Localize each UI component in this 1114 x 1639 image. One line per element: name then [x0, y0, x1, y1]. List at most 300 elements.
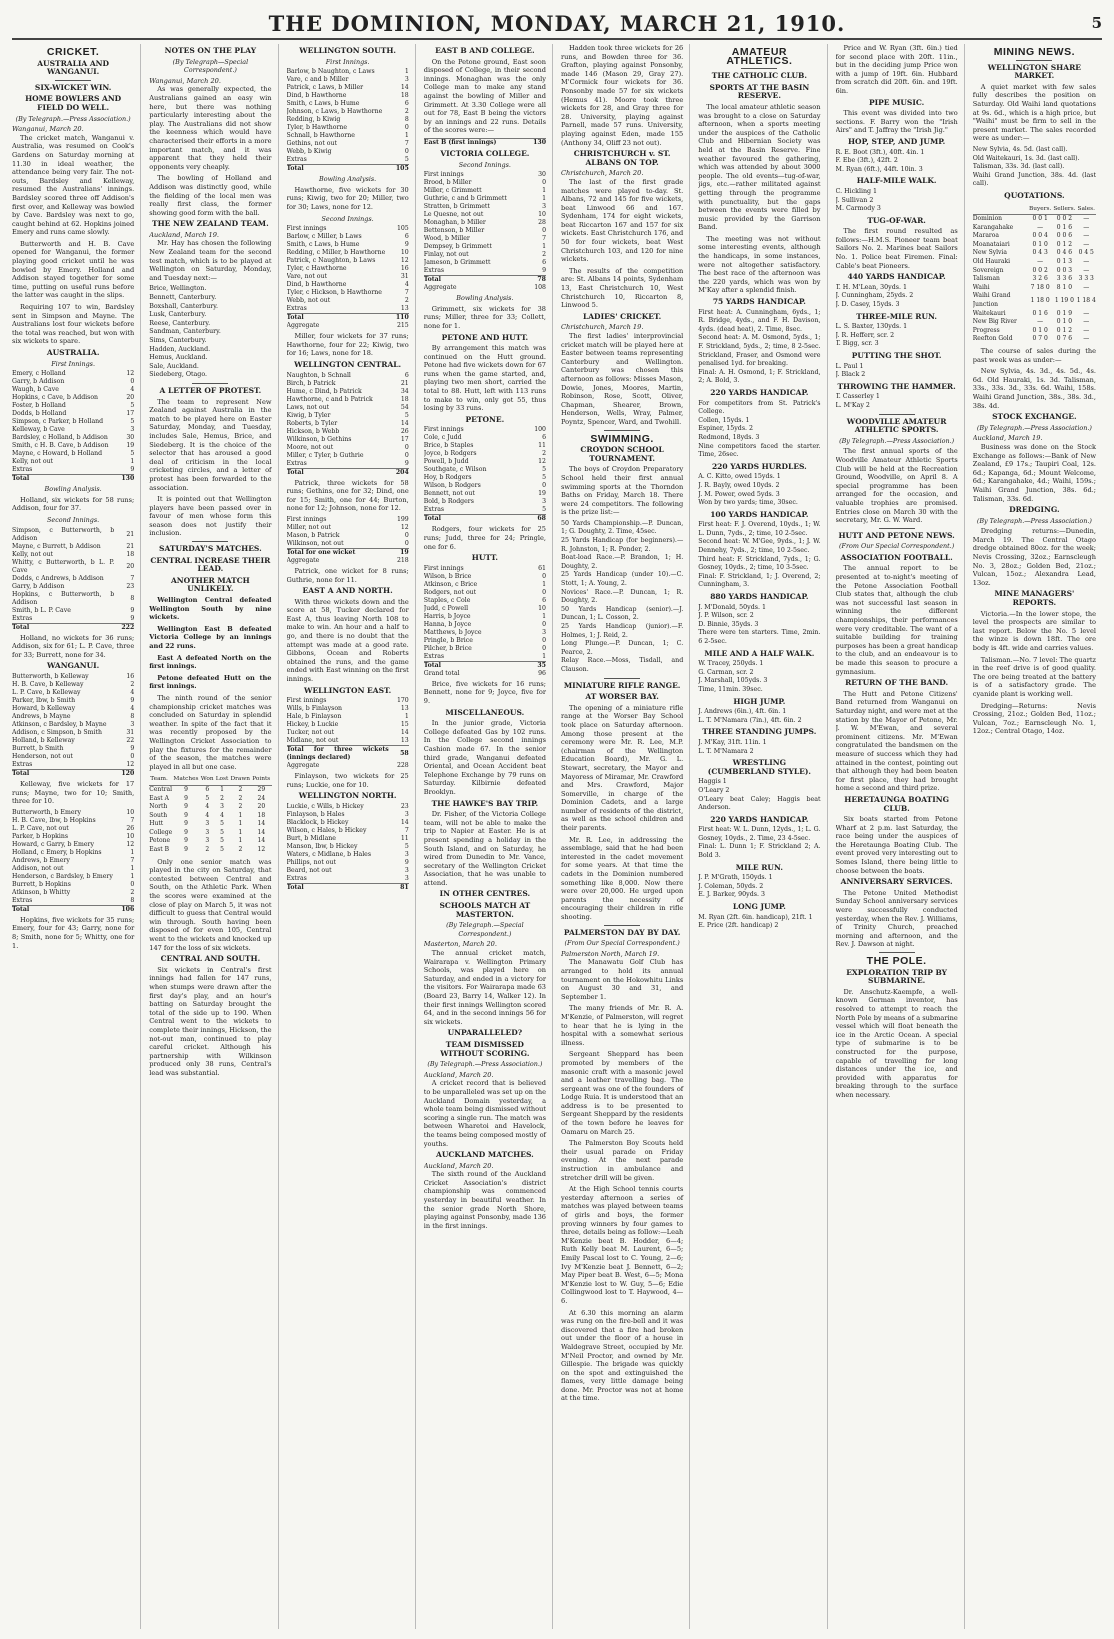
- runs: 13: [400, 737, 409, 745]
- masthead: [12, 8, 1102, 40]
- bowling-analysis: Hopkins, five wickets for 35 runs; Emery, four for 43; Garry, none for 8; Smith, none for 5; Whitty, one for 1.: [12, 915, 135, 950]
- batsman-name: L. P. Cave, b Kelleway: [12, 688, 81, 696]
- batsman-name: Total: [423, 276, 441, 284]
- batsman-name: Finlayson, b Hales: [286, 811, 345, 818]
- table-cell: 1: [238, 837, 243, 845]
- batsman-name: Bold, b Rodgers: [423, 498, 474, 506]
- score-row: [12, 697, 134, 705]
- batsman-name: Total: [12, 475, 30, 483]
- list-item: 25 Yards Handicap (for beginners).—R. Johnston, 1; R. Ponder, 2.: [561, 537, 684, 553]
- runs: 7: [130, 856, 135, 864]
- batsman-name: Patrick, c Laws, b Miller: [286, 84, 364, 92]
- runs: 4: [130, 688, 135, 696]
- article-subheading: SCHOOLS MATCH AT MASTERTON.: [439, 901, 531, 919]
- article-paragraph: The annual report to be presented at to-night's meeting of the Petone Association Football Club states that, although the club was not successful last season in winning the different championships, their performances were very creditable. The want of a suitable building for training purposes has been a great handicap to the club, and an endeavour is to be made this season to procure a gymnasium.: [835, 564, 958, 676]
- batsman-name: Bardsley, c Holland, b Addison: [12, 434, 108, 442]
- runs: 8: [130, 594, 135, 602]
- table-cell: 0 0 2: [1032, 266, 1048, 274]
- batsman-name: Total: [12, 623, 30, 631]
- batsman-name: Extras: [12, 466, 33, 474]
- list-item: L. Paul 1: [835, 362, 864, 370]
- column-6: [698, 44, 827, 1629]
- list-item: Final: A. H. Osmond, 1; F. Strickland, 2; A. Bold, 3.: [698, 368, 821, 385]
- article-subheading: ANNIVERSARY SERVICES.: [840, 877, 953, 887]
- runs: 0: [542, 179, 546, 187]
- batsman-name: Le Quesne, not out: [423, 211, 484, 219]
- batsman-name: Total: [286, 468, 304, 476]
- table-cell: —: [1083, 283, 1090, 291]
- runs: 10: [126, 808, 135, 816]
- runs: 1: [130, 848, 135, 856]
- score-total-row: [287, 165, 409, 174]
- list-item: L. M'Kay 2: [835, 401, 870, 409]
- right-article: [836, 44, 958, 1100]
- score-row: [424, 474, 546, 482]
- list-item: Boat-load Race.—P. Brandon, 1; H. Doughty, 2.: [561, 554, 684, 570]
- bowling-analysis: Rodgers, four wickets for 25 runs; Judd, three for 24; Pringle, one for 6.: [423, 525, 546, 551]
- event-heading: LONG JUMP.: [732, 902, 786, 912]
- results-list: [698, 604, 820, 647]
- table-cell: 0 0 2: [1056, 215, 1073, 223]
- results-list: [698, 521, 820, 590]
- table-cell: —: [1083, 258, 1090, 266]
- runs: 0: [542, 620, 546, 628]
- runs: 21: [400, 379, 409, 387]
- list-item: L. S. Baxter, 130yds. 1: [835, 323, 908, 331]
- score-row: [12, 809, 134, 817]
- column-header: Points: [251, 774, 271, 785]
- list-item: Won by two yards; time, 30sec.: [698, 499, 798, 507]
- batsman-name: Stratten, b Grimmett: [423, 203, 490, 211]
- list-item: 50 Yards Handicap (senior).—J. Duncan, 1; L. Cosson, 2.: [561, 605, 684, 622]
- article-heading: THE NEW ZEALAND TEAM.: [152, 219, 269, 229]
- batsman-name: First innings: [286, 515, 327, 523]
- team-heading: WELLINGTON CENTRAL.: [294, 359, 402, 369]
- newspaper-title: THE DOMINION, MONDAY, MARCH 21, 1910.: [268, 10, 846, 36]
- table-cell: 1: [238, 828, 243, 836]
- runs: 81: [400, 884, 409, 891]
- event-heading: THREE-MILE RUN.: [856, 311, 937, 321]
- list-item: For competitors from St. Patrick's College.: [698, 399, 821, 416]
- batsman-name: Finlay, not out: [423, 251, 469, 259]
- batsman-name: Luckie, c Wills, b Hickey: [286, 803, 364, 810]
- bowling-label: Bowling Analysis.: [319, 175, 377, 184]
- bowling-analysis: Patrick, three wickets for 58 runs; Gethins, one for 32; Dind, one for 15; Smith, one for 44; Burton, none for 12; Johnson, none for 12.: [286, 478, 409, 513]
- score-row: [424, 506, 546, 515]
- runs: 120: [121, 769, 135, 777]
- score-row: [12, 745, 134, 753]
- score-row: [287, 460, 409, 469]
- batsman-name: Parker, b Hopkins: [12, 832, 69, 840]
- runs: 0: [542, 572, 546, 580]
- batsman-name: Tucker, not out: [286, 729, 335, 737]
- runs: 13: [400, 705, 409, 713]
- score-row: [12, 729, 134, 737]
- table-cell: New Big River: [972, 318, 1017, 326]
- batsman-name: Total: [423, 515, 441, 523]
- article-subheading: ANOTHER MATCH UNLIKELY.: [170, 575, 250, 594]
- list-item: D. Binnie, 35yds. 3: [698, 620, 759, 628]
- runs: 14: [400, 84, 409, 92]
- list-item: Redmond, 18yds. 3: [698, 433, 760, 441]
- table-cell: —: [1083, 266, 1090, 274]
- bowling-label: Bowling Analysis.: [456, 294, 514, 303]
- innings-label: Second Innings.: [458, 160, 511, 169]
- runs: 12: [400, 523, 409, 531]
- list-item: J. M. Power, owed 5yds. 3: [698, 490, 780, 498]
- batsman-name: Hopkins, c Butterworth, b Addison: [12, 590, 115, 606]
- batsman-name: Patrick, c Naughton, b Laws: [286, 257, 376, 265]
- score-row: [424, 219, 546, 227]
- table-cell: 4: [220, 811, 224, 819]
- article-paragraph: Mr. Hay has chosen the following New Zealand team for the second test match, which is to be played at Wellington on Saturday, Monday, and Tuesday next:—: [149, 239, 272, 282]
- team-heading: WELLINGTON SOUTH.: [299, 46, 397, 55]
- score-row: [424, 227, 546, 235]
- score-row: [12, 761, 134, 770]
- batsman-name: Burrett, b Hopkins: [12, 880, 71, 888]
- table-cell: Old Hauraki: [972, 258, 1011, 266]
- results-list: [698, 660, 820, 694]
- byline: (From Our Special Correspondent.): [564, 939, 680, 948]
- article-paragraph: The Petone United Methodist Sunday School anniversary services were successfully conducted yesterday, when the Rev. J. Williams, of Trinity Church, preached morning and afternoon, and the Rev. J. Dawson at night.: [835, 888, 958, 949]
- table-cell: 2: [238, 846, 243, 854]
- result-summary: Wellington East B defeated Victoria College by an innings and 22 runs.: [149, 624, 272, 650]
- article-paragraph: The sixth round of the Auckland Cricket Association's district championship was commenced yesterday in beautiful weather. In the senior grade North Shore, playing against Ponsonby, made 136 in the first innings.: [423, 1170, 546, 1230]
- article-heading: MISCELLANEOUS.: [445, 707, 525, 717]
- divider: [741, 68, 777, 69]
- batsman-name: Smith, c Laws, b Hume: [286, 100, 360, 108]
- table-cell: 3: [220, 803, 224, 811]
- batsman-name: Grand total: [423, 669, 460, 677]
- table-row: [973, 275, 1096, 284]
- runs: 28: [538, 219, 546, 227]
- list-item: T. H. M'Lean, 30yds. 1: [835, 283, 908, 291]
- score-row: [12, 737, 134, 745]
- runs: 1: [130, 864, 135, 872]
- article-paragraph: Sergeant Sheppard has been promoted by members of the masonic craft with a masonic jewel and a leather travelling bag. The sergeant was one of the founders of Lodge Ruia. It is understood that an address is to be presented to Sergeant Sheppard by the residents of the town before he leaves for Oamaru on March 25.: [561, 1050, 684, 1136]
- list-item: J. P. Wilson, scr. 2: [698, 612, 754, 620]
- score-row: [287, 372, 409, 380]
- event-heading: 100 YARDS HANDICAP.: [710, 509, 809, 519]
- score-row: [287, 76, 409, 84]
- article-paragraph: Only one senior match was played in the city on Saturday, that contested between Central and South, on the Athletic Park. When the scores were examined at the close of play on March 5, it was not difficult to guess that Central would win through. South having been disposed of for even 105, Central went to the wickets and knocked up 147 for the loss of six wickets.: [149, 857, 272, 952]
- list-item: E. J. Barker, 90yds. 3: [698, 891, 765, 899]
- runs: 9: [404, 241, 409, 249]
- table-cell: 0 0 3: [1056, 266, 1073, 274]
- table-cell: —: [1083, 215, 1090, 223]
- batsman-name: Miller, c Tyler, b Guthrie: [286, 451, 364, 459]
- runs: 16: [400, 265, 409, 273]
- table-row: [973, 258, 1096, 267]
- table-cell: 1 19 0: [1054, 296, 1074, 304]
- batsman-name: Henderson, not out: [12, 752, 73, 760]
- score-row: [424, 243, 546, 251]
- runs: 3: [542, 628, 546, 636]
- table-cell: 0 0 4: [1032, 232, 1048, 240]
- article-paragraph: The cricket match, Wanganui v. Australia, was resumed on Cook's Gardens on Saturday morning at 11.30 in ideal weather, the attendance being very fair. The not-outs, Bardsley and Kelleway, resumed the Australians' innings. Bardsley scored three off Addison's first over, and Kelleway was bowled by Cave. Bardsley was next to go, caught behind at 62. Hopkins joined Emery and runs came slowly.: [12, 133, 135, 237]
- table-cell: 9: [184, 811, 188, 819]
- score-total-row: [424, 661, 546, 670]
- runs: 2: [404, 108, 409, 116]
- runs: 34: [400, 387, 409, 395]
- batsman-name: Wood, b Miller: [423, 235, 470, 243]
- score-row: [424, 605, 546, 613]
- runs: 3: [404, 76, 409, 84]
- column-header: Buyers.: [1028, 204, 1052, 215]
- article-heading: CROYDON SCHOOL TOURNAMENT.: [580, 445, 664, 463]
- list-item: J. R. Hefferr, scr. 2: [835, 331, 895, 339]
- batsman-name: Manson, lbw, b Hickey: [286, 843, 358, 850]
- list-item: Nine competitors faced the starter. Time, 26sec.: [698, 442, 821, 459]
- score-row: [424, 621, 546, 629]
- event-heading: 220 YARDS HANDICAP.: [710, 387, 809, 397]
- results-list: [836, 393, 958, 410]
- dateline: Wanganui, March 20.: [12, 125, 84, 134]
- scorecard: [12, 370, 134, 483]
- batsman-name: Mayne, c Burrett, b Addison: [12, 542, 101, 550]
- runs: 10: [538, 604, 546, 612]
- batsman-name: Holland, b Kelleway: [12, 736, 75, 744]
- batsman-name: Wilkinson, b Gethins: [286, 435, 352, 443]
- scorecard: [424, 426, 546, 523]
- article-heading: CENTRAL AND SOUTH.: [160, 954, 261, 964]
- bowling-analysis: Holland, no wickets for 36 runs; Addison, six for 61; L. P. Cave, three for 33; Burrett, none for 34.: [12, 633, 135, 659]
- article-subheading: EXPLORATION TRIP BY SUBMARINE.: [846, 967, 948, 986]
- list-item: J. D. Casey, 15yds. 3: [835, 301, 900, 309]
- score-row: [12, 713, 134, 721]
- runs: 6: [404, 100, 409, 108]
- batsman-name: Garry, b Addison: [12, 378, 65, 386]
- runs: 0: [130, 880, 135, 888]
- article-paragraph: The course of sales during the past week was as under:—: [972, 347, 1096, 364]
- table-cell: 2: [238, 794, 243, 802]
- runs: 3: [404, 867, 409, 874]
- list-item: A. C. Kitto, owed 15yds. 1: [698, 473, 781, 481]
- event-heading: 440 YARDS HANDICAP.: [847, 272, 946, 282]
- list-item: Time, 11min. 39sec.: [698, 685, 763, 693]
- batsman-name: Foster, b Holland: [12, 402, 66, 410]
- runs: 9: [130, 696, 135, 704]
- batsman-name: Extras: [286, 875, 307, 882]
- runs: 30: [538, 171, 546, 179]
- list-item: M. Carmody 3: [835, 205, 881, 213]
- article-heading: QUOTATIONS.: [1004, 190, 1065, 200]
- article-heading: MINIATURE RIFLE RANGE.: [563, 680, 681, 690]
- scores-article: [287, 47, 409, 892]
- batsman-name: Pilcher, b Brice: [423, 644, 472, 652]
- score-row: [424, 645, 546, 653]
- score-row: [12, 849, 134, 857]
- article-paragraph: The opening of a miniature rifle range at the Worser Bay School took place on Saturday afternoon. Among those present at the ceremony were Mr. R. Lee, M.P. (chairman of the Wellington Education Board), Mr. G. L. Stewart, secretary, the Mayor and Mayoress of Miramar, Mr. Crawford and Mrs. Crawford, Major Somerville, in charge of the Dominion Cadets, and a large number of residents of the district, as well as the school children and their parents.: [561, 703, 684, 833]
- byline: (By Telegraph.—Press Association.): [976, 516, 1092, 525]
- batsman-name: Barlow, b Naughton, c Laws: [286, 68, 375, 76]
- bowling-analysis: Brice, five wickets for 16 runs; Bennett, none for 9; Joyce, five for 9.: [423, 679, 546, 705]
- table-cell: 0 1 3: [1056, 258, 1073, 266]
- scorecard: [287, 225, 409, 330]
- runs: 0: [404, 531, 409, 539]
- batsman-name: Smith, c Laws, b Hume: [286, 241, 360, 249]
- runs: 1: [542, 195, 546, 203]
- article-paragraph: Business was done on the Stock Exchange as follows:—Bank of New Zealand, £9 17s.; Taupiri Coal, 12s. 6d.; Kapanga, 6d.; Mount Welcome, 6d.; Karangahake, 4d.; Waihi, 159s.; Waihi Grand Junction, 38s. 6d.; Talisman, 33s. 6d.: [972, 442, 1096, 503]
- score-row: [287, 721, 409, 729]
- article-paragraph: Mr. R. Lee, in addressing the assemblage, said that he had been interested in the cadet movement for some years. At that time the cadets in the Dominion numbered something like 8,000. Now there were over 20,000. He urged upon parents the necessity of encouraging their children in rifle shooting.: [561, 835, 684, 921]
- list-item: J. Marshall, 105yds. 3: [698, 677, 768, 685]
- score-row: [12, 551, 134, 559]
- list-item: O'Leary 2: [698, 786, 730, 794]
- table-cell: New Sylvia: [972, 249, 1007, 257]
- score-row: [424, 482, 546, 490]
- batsman-name: Emery, c Holland: [12, 370, 66, 378]
- runs: 215: [396, 322, 409, 330]
- table-cell: 3 3 6: [1056, 275, 1073, 283]
- article-paragraph: With three wickets down and the score at 58, Tucker declared for East A, thus leaving North 108 to make to win. An hour and a half to go, and there is no doubt that the attempt was made at a good rate. Gibbons, Ocean and Roberts obtained the runs, and the game ended with East winning on the first innings.: [286, 597, 409, 684]
- article-paragraph: It is pointed out that Wellington players have been passed over in favour of men whose form this season does not justify their inclusion.: [149, 495, 272, 538]
- dateline: Palmerston North, March 19.: [561, 949, 660, 958]
- event-heading: HIGH JUMP.: [733, 696, 786, 706]
- table-cell: 12: [257, 846, 266, 854]
- batsman-name: Judd, c Powell: [423, 604, 469, 612]
- runs: 78: [537, 276, 546, 284]
- column-header: Drawn: [229, 774, 251, 785]
- table-cell: 2: [205, 846, 210, 854]
- score-row: [287, 68, 409, 76]
- dateline: Christchurch, March 20.: [561, 169, 644, 178]
- scorecard: [424, 565, 546, 678]
- runs: 23: [400, 803, 409, 810]
- table-cell: 3: [205, 837, 210, 845]
- table-cell: Central: [149, 785, 173, 793]
- batsman-name: Kelly, not out: [12, 550, 54, 558]
- score-row: [287, 867, 409, 875]
- score-row: [424, 179, 546, 187]
- score-total-row: [287, 314, 409, 323]
- article-paragraph: The team to represent New Zealand against Australia in the match to be played here on Easter Saturday, Monday, and Tuesday, includes Sale, Hemus, Brice, and Siedeberg. It is the choice of the selector that has aroused a good deal of criticism in the local cricketing circles, and a letter of protest has been forwarded to the association.: [149, 397, 272, 492]
- result-summary: Petone defeated Hutt on the first innings.: [149, 673, 272, 691]
- innings-label: Second Innings.: [321, 214, 374, 223]
- score-row: [287, 851, 409, 859]
- article-paragraph: Hadden took three wickets for 26 runs, and Bowden three for 36. Grafton, playing against Ponsonby, made 146 (Mason 29, Gray 27). M'Cormick four wickets for 36. Ponsonby made 57 for six wickets (Hemus 41). Moore took three wickets for 28, and Gray three for 28. University, playing against Parnell, made 57 runs. University, playing against Eden, made 155 (Anthony 34, Oliff 23 not out).: [561, 44, 684, 147]
- byline: (By Telegraph.—Press Association.): [427, 1060, 543, 1069]
- article-subheading: RETURN OF THE BAND.: [845, 678, 949, 688]
- list-item: Hadden, Auckland.: [149, 345, 211, 353]
- runs: 3: [542, 498, 546, 506]
- score-row: [12, 689, 134, 697]
- score-row: [287, 305, 409, 314]
- score-row: [12, 394, 134, 402]
- batsman-name: Total: [12, 905, 30, 913]
- score-row: [12, 418, 134, 426]
- article-paragraph: The boys of Croydon Preparatory School held their first annual swimming sports at the Thorndon Baths on Friday, March 18. There were 24 competitors. The following is the prize list:—: [561, 465, 684, 517]
- table-row: [973, 215, 1096, 224]
- runs: 0: [542, 644, 546, 652]
- mining-article: [973, 48, 1096, 736]
- score-row: [287, 803, 409, 811]
- list-item: Haggis 1: [698, 778, 727, 786]
- score-row: [287, 265, 409, 273]
- runs: 22: [126, 736, 135, 744]
- list-item: Sims, Canterbury.: [149, 337, 207, 344]
- batsman-name: Schnall, b Hawthorne: [286, 132, 355, 140]
- article-subheading: CENTRAL INCREASE THEIR LEAD.: [150, 555, 271, 574]
- table-row: [973, 224, 1096, 233]
- article-paragraph: Butterworth and H. B. Cave opened for Wanganui, the former playing good cricket until he was bowled by Emery. Holland and Addison stayed together for some time, putting on useful runs before the latter was caught in the slips.: [12, 239, 135, 300]
- table-cell: 2: [220, 794, 224, 802]
- score-row: [287, 241, 409, 249]
- column-8: [973, 44, 1102, 1629]
- runs: 11: [400, 835, 409, 842]
- batsman-name: Atkinson, c Bardsley, b Mayne: [12, 720, 107, 728]
- batsman-name: Extras: [12, 896, 33, 904]
- divider: [604, 678, 640, 679]
- score-row: [287, 859, 409, 867]
- team-list: [149, 285, 271, 380]
- score-row: [287, 540, 409, 549]
- notes-article: [149, 47, 271, 1078]
- batsman-name: Laws, not out: [286, 403, 330, 411]
- table-cell: North: [149, 803, 168, 811]
- table-row: [149, 812, 271, 821]
- batsman-name: Burt, b Midlane: [286, 835, 336, 842]
- runs: 14: [400, 729, 409, 737]
- score-row: [287, 827, 409, 835]
- list-item: F. Ebe (3ft.), 42ft. 2: [835, 157, 898, 165]
- list-item: L. T. M'Namara 2: [698, 747, 754, 755]
- article-subheading: ASSOCIATION FOOTBALL.: [840, 552, 953, 562]
- table-row: [973, 310, 1096, 319]
- batsman-name: Tyler, c Hickson, b Hawthorne: [286, 289, 382, 297]
- results-list: [698, 708, 820, 725]
- batsman-name: Burrett, b Smith: [12, 744, 64, 752]
- article-heading: HUTT AND PETONE NEWS.: [838, 530, 955, 540]
- article-paragraph: In the junior grade, Victoria College defeated Gas by 102 runs. In the College second innings Cashion made 67. In the senior third grade, Wanganui defeated Oriental, and Ocean Accident beat Telephone Exchange by 79 runs on Saturday. Kilbirnie defeated Brooklyn.: [423, 719, 546, 796]
- byline: (By Telegraph—Special Correspondent.): [172, 57, 249, 75]
- divider: [192, 541, 228, 542]
- batsman-name: Webb, b Kiwig: [286, 148, 332, 156]
- score-row: [424, 613, 546, 621]
- list-item: T. Casserley 1: [835, 393, 880, 401]
- article-heading: CHRISTCHURCH v. ST. ALBANS ON TOP.: [573, 149, 671, 167]
- score-total-row: [12, 905, 134, 914]
- runs: 19: [538, 490, 546, 498]
- score-row: [12, 857, 134, 865]
- runs: 14: [400, 819, 409, 826]
- batsman-name: Hopkins, c Cave, b Addison: [12, 394, 99, 402]
- table-cell: 9: [184, 837, 188, 845]
- batsman-name: Extras: [12, 614, 33, 622]
- batsman-name: Pringle, b Brice: [423, 636, 473, 644]
- score-row: [287, 875, 409, 884]
- table-cell: Moanataiari: [972, 240, 1010, 248]
- batsman-name: Smith, b L. P. Cave: [12, 606, 71, 614]
- runs: 0: [130, 752, 135, 760]
- score-total-row: [12, 623, 134, 632]
- score-row: [287, 225, 409, 233]
- runs: 21: [126, 530, 135, 538]
- column-header: Lost: [215, 774, 230, 785]
- article-heading: THE HAWKE'S BAY TRIP.: [431, 798, 539, 808]
- runs: 12: [126, 760, 135, 768]
- runs: 17: [400, 435, 409, 443]
- article-paragraph: The Palmerston Boy Scouts held their usual parade on Friday evening. At the next parade instruction in ambulance and stretcher drill will be given.: [561, 1139, 684, 1182]
- batsman-name: First innings: [423, 564, 464, 572]
- list-item: M. Ryan (6ft.), 44ft. 10in. 3: [835, 165, 923, 173]
- table-cell: 1 18 0: [1030, 296, 1050, 304]
- column-7: [836, 44, 965, 1629]
- runs: 3: [404, 851, 409, 858]
- table-cell: Dominion: [972, 215, 1003, 223]
- scorecard: [287, 68, 409, 173]
- article-paragraph: The first ladies' interprovincial cricket match will be played here at Easter between teams representing Canterbury and Wellington. Canterbury was chosen this afternoon as follows: Misses Mason, Dowie, Jones, Moores, Martin, Robinson, Rose, Scott, Oliver, Chapman, Shearer, Brown, Henderson, Wells, Wray, Palmer, Poyntz, Spencer, Ward, and Twohill.: [561, 332, 684, 426]
